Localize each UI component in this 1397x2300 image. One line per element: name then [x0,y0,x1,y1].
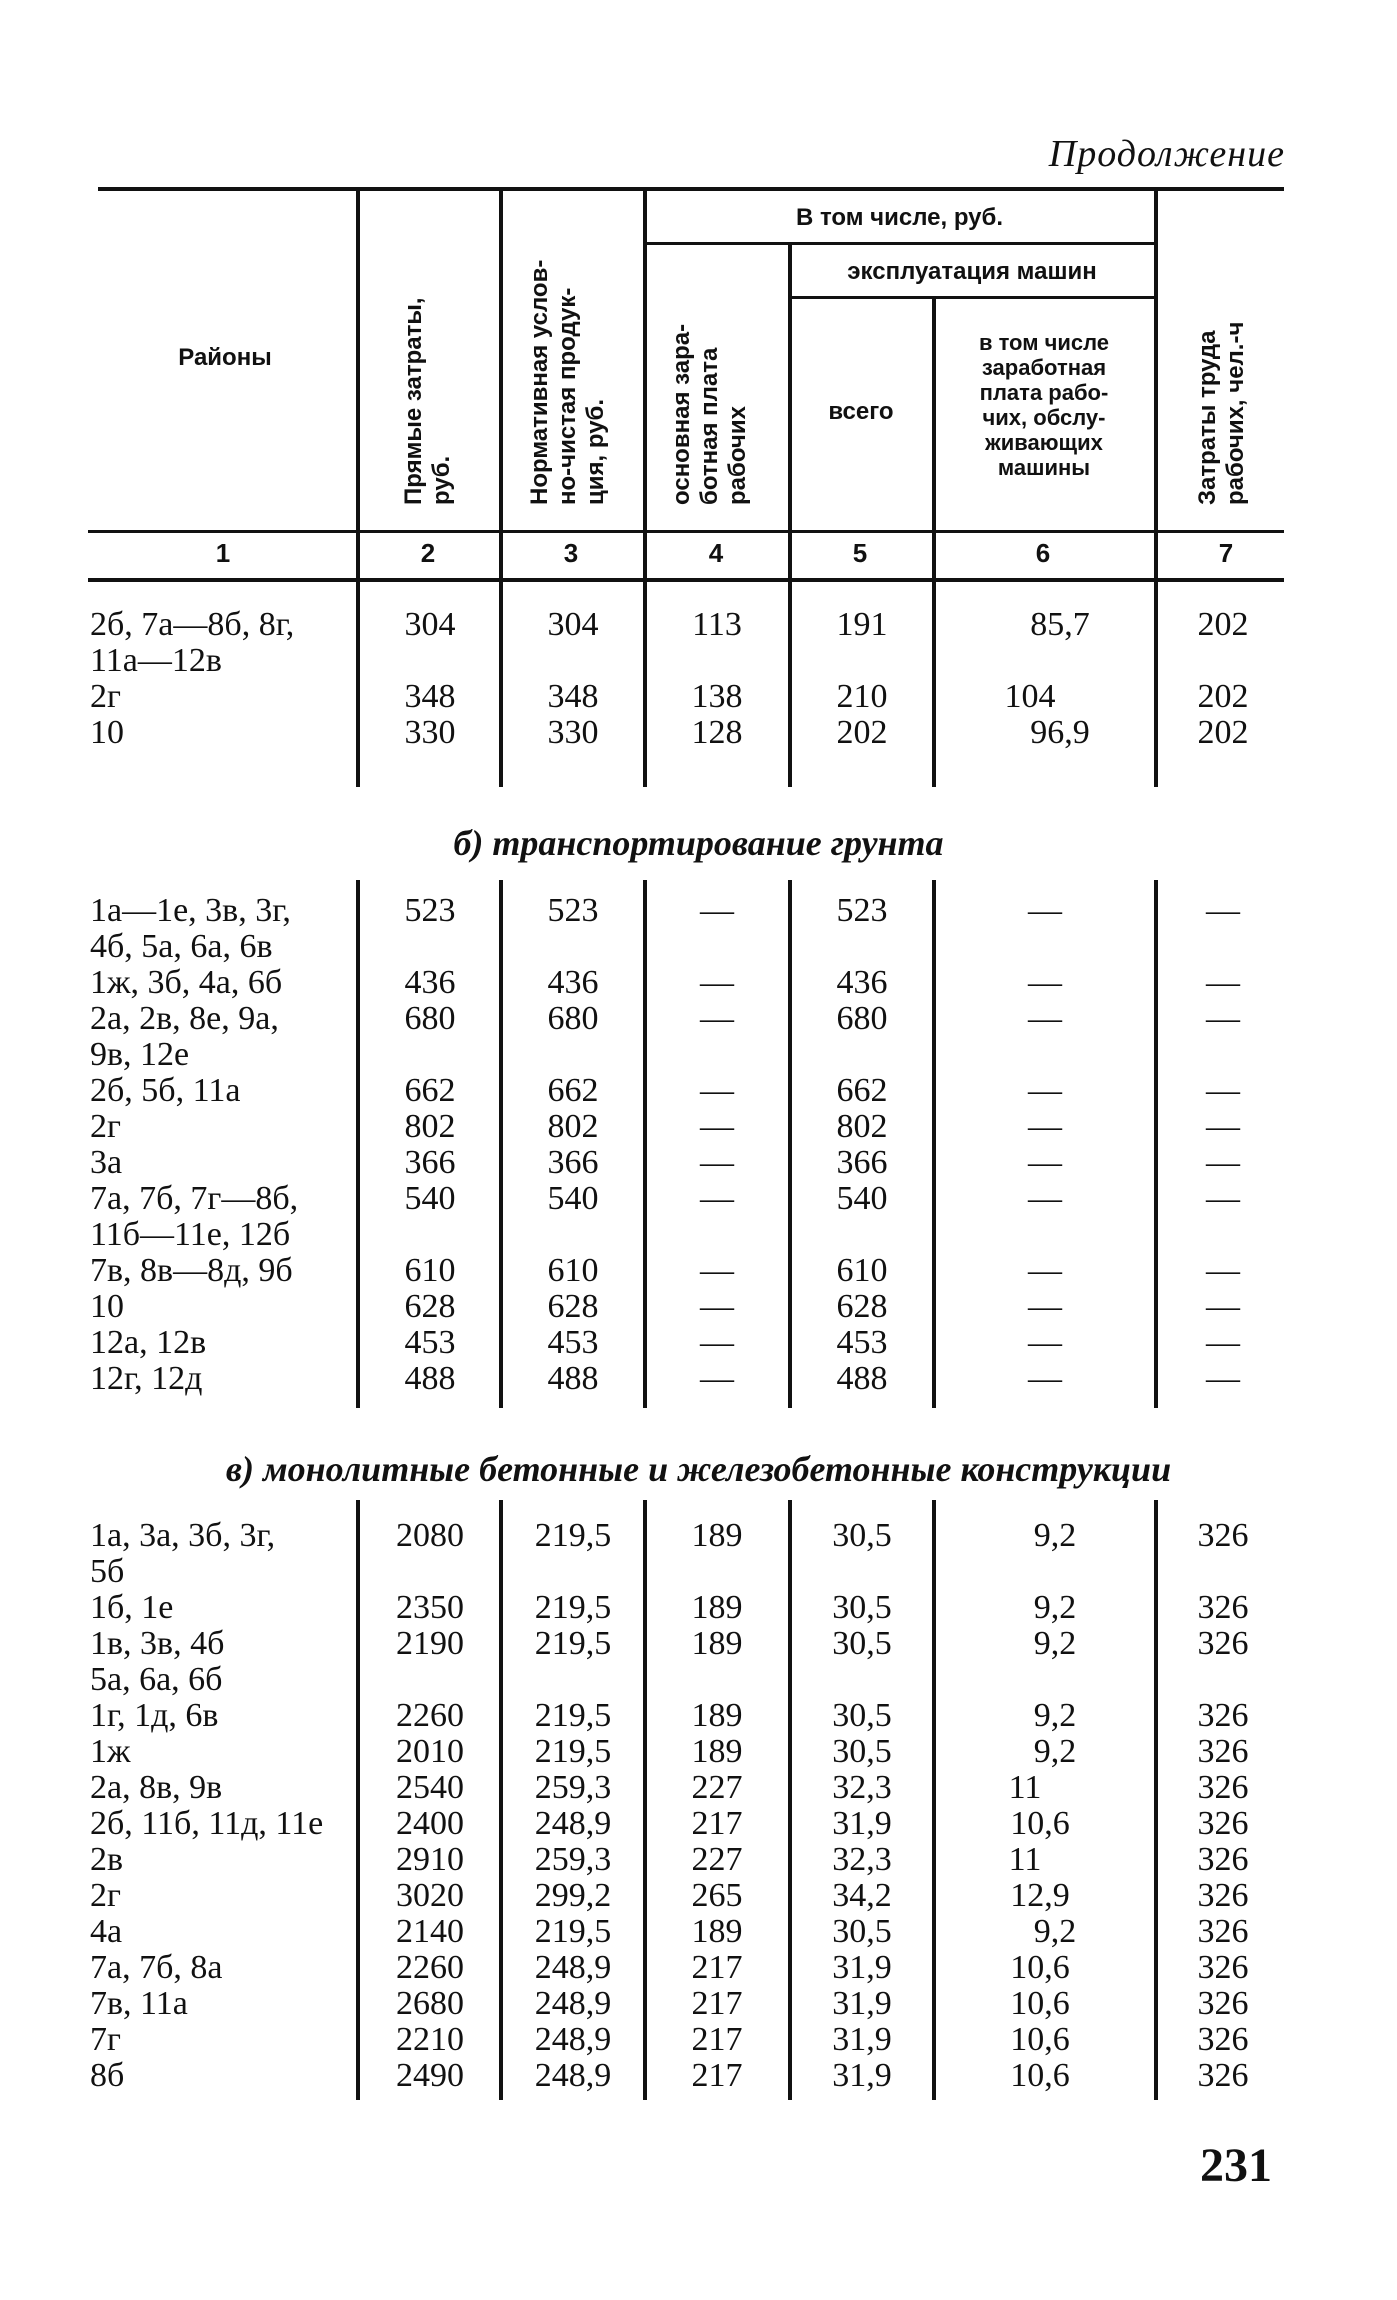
value-cell: 219,5 [534,1625,612,1662]
region-cell: 8б [90,2057,125,2094]
region-cell: 7а, 7б, 7г—8б, [90,1180,299,1217]
header-machine-wages: в том числе заработная плата рабо- чих, обслу- живающих машины [978,330,1110,480]
value-cell: 680 [547,1000,599,1037]
value-cell: 366 [836,1144,888,1181]
region-cell: 2а, 2в, 8е, 9а, [90,1000,279,1037]
value-cell: 523 [404,892,456,929]
value-cell: — [1028,1288,1062,1325]
value-cell: 30,5 [832,1697,892,1734]
region-cell: 9в, 12е [90,1036,190,1073]
value-cell: 326 [1197,1985,1249,2022]
value-cell: 9,2 [1033,1625,1077,1662]
value-cell: 248,9 [534,1805,612,1842]
value-cell: 330 [547,714,599,751]
region-cell: 3а [90,1144,123,1181]
value-cell: — [1028,1072,1062,1109]
column-number: 1 [215,538,231,568]
region-cell: 2б, 7а—8б, 8г, [90,606,295,643]
header-vrule [643,190,647,530]
header-normative-product: Нормативная услов- но-чистая продук- ция, руб. [526,259,609,505]
value-cell: 3020 [396,1877,464,1914]
value-cell: 540 [836,1180,888,1217]
region-cell: 1ж, 3б, 4а, 6б [90,964,283,1001]
value-cell: 680 [836,1000,888,1037]
header-vrule [356,190,360,530]
column-number: 3 [563,538,579,568]
value-cell: — [700,1072,734,1109]
value-cell: 189 [691,1913,743,1950]
value-cell: 202 [1197,714,1249,751]
value-cell: — [700,892,734,929]
value-cell: 128 [691,714,743,751]
value-cell: 219,5 [534,1733,612,1770]
value-cell: 326 [1197,1769,1249,1806]
value-cell: 628 [547,1288,599,1325]
group-rule [645,242,1154,245]
value-cell: 453 [836,1324,888,1361]
value-cell: 9,2 [1033,1517,1077,1554]
column-number: 7 [1218,538,1234,568]
value-cell: — [700,964,734,1001]
value-cell: 113 [692,606,742,643]
value-cell: 217 [691,1949,743,1986]
value-cell: 2490 [396,2057,464,2094]
value-cell: 2910 [396,1841,464,1878]
value-cell: 366 [547,1144,599,1181]
value-cell: 9,2 [1033,1697,1077,1734]
region-cell: 7в, 8в—8д, 9б [90,1252,293,1289]
numbers-vrule [1154,530,1158,578]
numbers-vrule [499,530,503,578]
value-cell: 304 [547,606,599,643]
value-cell: — [1028,964,1062,1001]
value-cell: — [1206,1180,1240,1217]
region-cell: 7а, 7б, 8а [90,1949,223,1986]
value-cell: 326 [1197,1841,1249,1878]
value-cell: 138 [691,678,743,715]
value-cell: 523 [547,892,599,929]
value-cell: 628 [836,1288,888,1325]
region-cell: 11б—11е, 12б [90,1216,291,1253]
value-cell: 31,9 [832,1949,892,1986]
value-cell: 189 [691,1517,743,1554]
value-cell: 2140 [396,1913,464,1950]
value-cell: — [1206,892,1240,929]
value-cell: 802 [836,1108,888,1145]
value-cell: 9,2 [1033,1589,1077,1626]
value-cell: 30,5 [832,1733,892,1770]
value-cell: 326 [1197,1877,1249,1914]
header-total: всего [828,398,894,425]
header-machine-operation: эксплуатация машин [847,258,1097,285]
value-cell: — [1206,1000,1240,1037]
value-cell: 2210 [396,2021,464,2058]
value-cell: 30,5 [832,1517,892,1554]
column-number: 6 [1035,538,1051,568]
value-cell: — [1206,1072,1240,1109]
column-number: 5 [852,538,868,568]
value-cell: 227 [691,1841,743,1878]
region-cell: 4а [90,1913,123,1950]
value-cell: 104 [1004,678,1056,715]
value-cell: 2010 [396,1733,464,1770]
region-cell: 2а, 8в, 9в [90,1769,223,1806]
value-cell: 217 [691,2057,743,2094]
value-cell: 32,3 [832,1841,892,1878]
value-cell: — [1028,1108,1062,1145]
body-vrule [932,880,936,1408]
value-cell: — [1206,1252,1240,1289]
value-cell: — [1206,964,1240,1001]
value-cell: — [700,1144,734,1181]
region-cell: 4б, 5а, 6а, 6в [90,928,273,965]
value-cell: 34,2 [832,1877,892,1914]
header-base-wages: основная зара- ботная плата рабочих [668,323,751,505]
value-cell: 31,9 [832,2057,892,2094]
value-cell: 189 [691,1733,743,1770]
value-cell: 540 [404,1180,456,1217]
value-cell: 662 [404,1072,456,1109]
value-cell: 348 [547,678,599,715]
value-cell: 210 [836,678,888,715]
value-cell: 248,9 [534,1985,612,2022]
region-cell: 2г [90,1108,121,1145]
region-cell: 7в, 11а [90,1985,188,2022]
subgroup-rule [790,296,1154,299]
value-cell: — [1028,1360,1062,1397]
value-cell: 30,5 [832,1913,892,1950]
header-direct-costs: Прямые затраты, руб. [400,297,455,505]
value-cell: 680 [404,1000,456,1037]
value-cell: 31,9 [832,1805,892,1842]
region-cell: 2б, 5б, 11а [90,1072,241,1109]
value-cell: — [700,1180,734,1217]
value-cell: 488 [836,1360,888,1397]
region-cell: 2г [90,1877,121,1914]
value-cell: 2190 [396,1625,464,1662]
value-cell: — [1206,1144,1240,1181]
value-cell: — [700,1000,734,1037]
value-cell: — [700,1108,734,1145]
value-cell: 436 [404,964,456,1001]
region-cell: 1а, 3а, 3б, 3г, [90,1517,276,1554]
value-cell: 326 [1197,1697,1249,1734]
value-cell: — [1028,1144,1062,1181]
numbers-bottom-rule [88,578,1284,582]
value-cell: 227 [691,1769,743,1806]
value-cell: 96,9 [1030,714,1090,751]
value-cell: 10,6 [1010,1949,1070,1986]
value-cell: 259,3 [534,1841,612,1878]
value-cell: 2260 [396,1697,464,1734]
value-cell: 202 [1197,606,1249,643]
value-cell: 189 [691,1625,743,1662]
region-cell: 5а, 6а, 6б [90,1661,223,1698]
value-cell: 326 [1197,2021,1249,2058]
numbers-vrule [788,530,792,578]
header-bottom-rule [88,530,1284,533]
value-cell: 488 [404,1360,456,1397]
value-cell: 191 [836,606,888,643]
value-cell: 299,2 [534,1877,612,1914]
region-cell: 2б, 11б, 11д, 11е [90,1805,324,1842]
value-cell: — [700,1324,734,1361]
value-cell: 10,6 [1010,2021,1070,2058]
value-cell: 2260 [396,1949,464,1986]
header-vrule [1154,190,1158,530]
value-cell: 219,5 [534,1697,612,1734]
value-cell: 30,5 [832,1589,892,1626]
region-cell: 2г [90,678,121,715]
value-cell: 259,3 [534,1769,612,1806]
value-cell: 11 [1008,1841,1042,1878]
value-cell: 10,6 [1010,1805,1070,1842]
region-cell: 1г, 1д, 6в [90,1697,219,1734]
region-cell: 1в, 3в, 4б [90,1625,225,1662]
table-top-rule [98,187,1284,191]
value-cell: 9,2 [1033,1913,1077,1950]
value-cell: — [1028,892,1062,929]
value-cell: 326 [1197,1589,1249,1626]
value-cell: — [700,1252,734,1289]
value-cell: 219,5 [534,1913,612,1950]
value-cell: 326 [1197,1949,1249,1986]
value-cell: 802 [404,1108,456,1145]
value-cell: — [1206,1360,1240,1397]
value-cell: 11 [1008,1769,1042,1806]
value-cell: 2540 [396,1769,464,1806]
value-cell: 326 [1197,1625,1249,1662]
value-cell: — [1028,1324,1062,1361]
value-cell: — [1206,1324,1240,1361]
value-cell: 326 [1197,1805,1249,1842]
value-cell: 366 [404,1144,456,1181]
region-cell: 1а—1е, 3в, 3г, [90,892,291,929]
value-cell: — [1206,1108,1240,1145]
value-cell: 326 [1197,1733,1249,1770]
region-cell: 1б, 1е [90,1589,174,1626]
value-cell: 453 [404,1324,456,1361]
page-number: 231 [1200,2139,1272,2192]
section-title: в) монолитные бетонные и железобетонные конструкции [225,1449,1172,1489]
value-cell: 12,9 [1010,1877,1070,1914]
continued-label: Продолжение [1048,133,1285,175]
value-cell: 10,6 [1010,1985,1070,2022]
value-cell: 453 [547,1324,599,1361]
body-vrule [932,1500,936,2100]
header-regions: Районы [178,344,272,371]
column-number: 4 [708,538,724,568]
value-cell: 202 [836,714,888,751]
value-cell: 219,5 [534,1517,612,1554]
value-cell: 217 [691,2021,743,2058]
value-cell: 488 [547,1360,599,1397]
value-cell: — [1028,1252,1062,1289]
value-cell: — [700,1288,734,1325]
region-cell: 10 [90,714,124,751]
header-vrule [788,244,792,530]
value-cell: 30,5 [832,1625,892,1662]
value-cell: — [1028,1000,1062,1037]
value-cell: 189 [691,1697,743,1734]
value-cell: 802 [547,1108,599,1145]
value-cell: 217 [691,1985,743,2022]
value-cell: 326 [1197,1517,1249,1554]
region-cell: 12г, 12д [90,1360,203,1397]
value-cell: 326 [1197,1913,1249,1950]
region-cell: 7г [90,2021,121,2058]
body-vrule [932,582,936,787]
value-cell: 202 [1197,678,1249,715]
value-cell: 31,9 [832,1985,892,2022]
value-cell: 189 [691,1589,743,1626]
numbers-vrule [356,530,360,578]
header-group-including: В том числе, руб. [795,204,1004,231]
value-cell: 219,5 [534,1589,612,1626]
value-cell: — [1206,1288,1240,1325]
value-cell: 662 [836,1072,888,1109]
value-cell: — [1028,1180,1062,1217]
value-cell: 523 [836,892,888,929]
value-cell: 348 [404,678,456,715]
value-cell: 436 [836,964,888,1001]
value-cell: 628 [404,1288,456,1325]
header-vrule [499,190,503,530]
value-cell: 610 [836,1252,888,1289]
value-cell: 248,9 [534,2021,612,2058]
value-cell: 248,9 [534,1949,612,1986]
value-cell: 85,7 [1030,606,1090,643]
numbers-vrule [643,530,647,578]
value-cell: 2400 [396,1805,464,1842]
region-cell: 5б [90,1553,125,1590]
region-cell: 1ж [90,1733,131,1770]
region-cell: 2в [90,1841,124,1878]
value-cell: 31,9 [832,2021,892,2058]
value-cell: 326 [1197,2057,1249,2094]
region-cell: 11а—12в [90,642,222,679]
value-cell: 662 [547,1072,599,1109]
region-cell: 12а, 12в [90,1324,207,1361]
value-cell: 248,9 [534,2057,612,2094]
region-cell: 10 [90,1288,124,1325]
value-cell: 32,3 [832,1769,892,1806]
value-cell: 10,6 [1010,2057,1070,2094]
header-labor-costs: Затраты труда рабочих, чел.-ч [1194,321,1249,505]
value-cell: 2350 [396,1589,464,1626]
value-cell: 217 [691,1805,743,1842]
value-cell: 330 [404,714,456,751]
value-cell: 304 [404,606,456,643]
column-number: 2 [420,538,436,568]
value-cell: 265 [691,1877,743,1914]
value-cell: 610 [547,1252,599,1289]
value-cell: 610 [404,1252,456,1289]
value-cell: 436 [547,964,599,1001]
value-cell: 9,2 [1033,1733,1077,1770]
section-title: б) транспортирование грунта [453,823,944,863]
value-cell: 540 [547,1180,599,1217]
value-cell: 2680 [396,1985,464,2022]
value-cell: — [700,1360,734,1397]
value-cell: 2080 [396,1517,464,1554]
numbers-vrule [932,530,936,578]
